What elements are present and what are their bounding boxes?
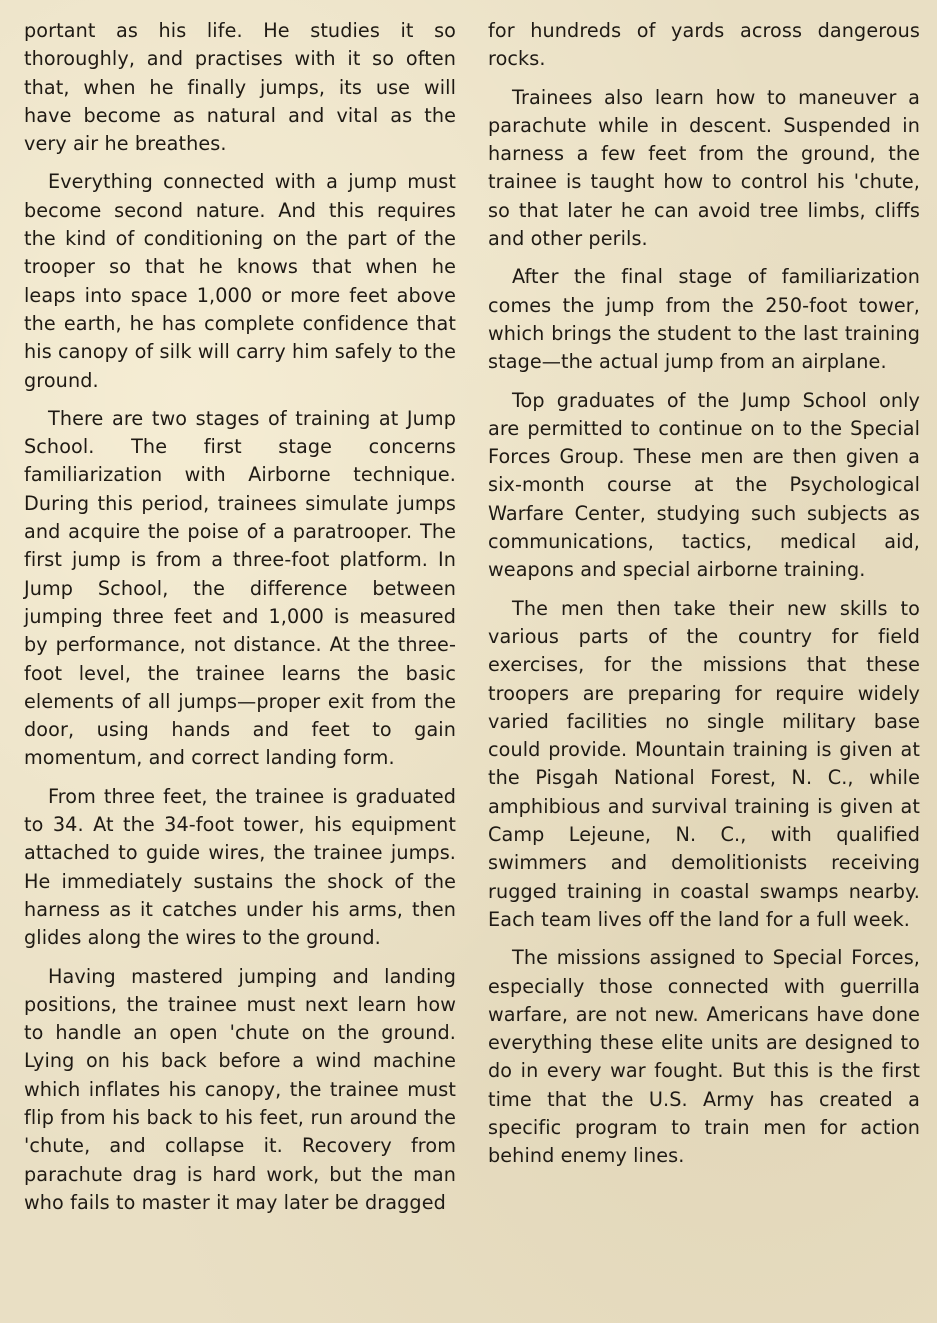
right-paragraph-4: Top graduates of the Jump School only are permitted to continue on to the Special Forces Group. These men are then given a six-month course at the Psychological Warfare Center, studying such subjects as communications, tactics, medical aid, weapons and special airborne training. [488,388,920,582]
left-column [24,17,456,1227]
left-paragraph-5: Having mastered jumping and landing positions, the trainee must next learn how to handle an open 'chute on the ground. Lying on his back before a wind machine which inflates his canopy, the trainee must flip from his back to his feet, run around the 'chute, and collapse it. Recovery from parachute drag is hard work, but the man who fails to master it may later be dragged [24,964,456,1214]
right-paragraph-1: for hundreds of yards across dangerous rocks. [488,19,920,71]
left-paragraph-4: From three feet, the trainee is graduated to 34. At the 34-foot tower, his equipment attached to guide wires, the trainee jumps. He immediately sustains the shock of the harness as it catches under his arms, then glides along the wires to the ground. [24,784,456,950]
right-paragraph-2: Trainees also learn how to maneuver a parachute while in descent. Suspended in harness a few feet from the ground, the trainee is taught how to control his 'chute, so that later he can avoid tree limbs, cliffs and other perils. [488,85,920,251]
left-paragraph-1: portant as his life. He studies it so thoroughly, and practises with it so often that, when he finally jumps, its use will have become as natural and vital as the very air he breathes. [24,19,456,156]
right-paragraph-5: The men then take their new skills to various parts of the country for field exercises, for the missions that these troopers are preparing for require widely varied facilities no single military base could provide. Mountain training is given at the Pisgah National Forest, N. C., while amphibious and survival training is given at Camp Lejeune, N. C., with qualified swimmers and demolitionists receiving rugged training in coastal swamps nearby. Each team lives off the land for a full week. [488,596,920,931]
left-paragraph-3: There are two stages of training at Jump School. The first stage concerns familiarization with Airborne technique. During this period, trainees simulate jumps and acquire the poise of a paratrooper. The first jump is from a three-foot platform. In Jump School, the difference between jumping three feet and 1,000 is measured by performance, not distance. At the three-foot level, the trainee learns the basic elements of all jumps—proper exit from the door, using hands and feet to gain momentum, and correct landing form. [24,406,456,770]
right-column [488,17,920,1181]
right-paragraph-6: The missions assigned to Special Forces, especially those connected with guerrilla warfare, are not new. Americans have done everything these elite units are designed to do in every war fought. But this is the first time that the U.S. Army has created a specific program to train men for action behind enemy lines. [488,946,920,1168]
right-paragraph-3: After the final stage of familiarization comes the jump from the 250-foot tower, which brings the student to the last training stage—the actual jump from an airplane. [488,265,920,374]
left-paragraph-2: Everything connected with a jump must become second nature. And this requires the kind of conditioning on the part of the trooper so that he knows that when he leaps into space 1,000 or more feet above the earth, he has complete confidence that his canopy of silk will carry him safely to the ground. [24,170,456,392]
